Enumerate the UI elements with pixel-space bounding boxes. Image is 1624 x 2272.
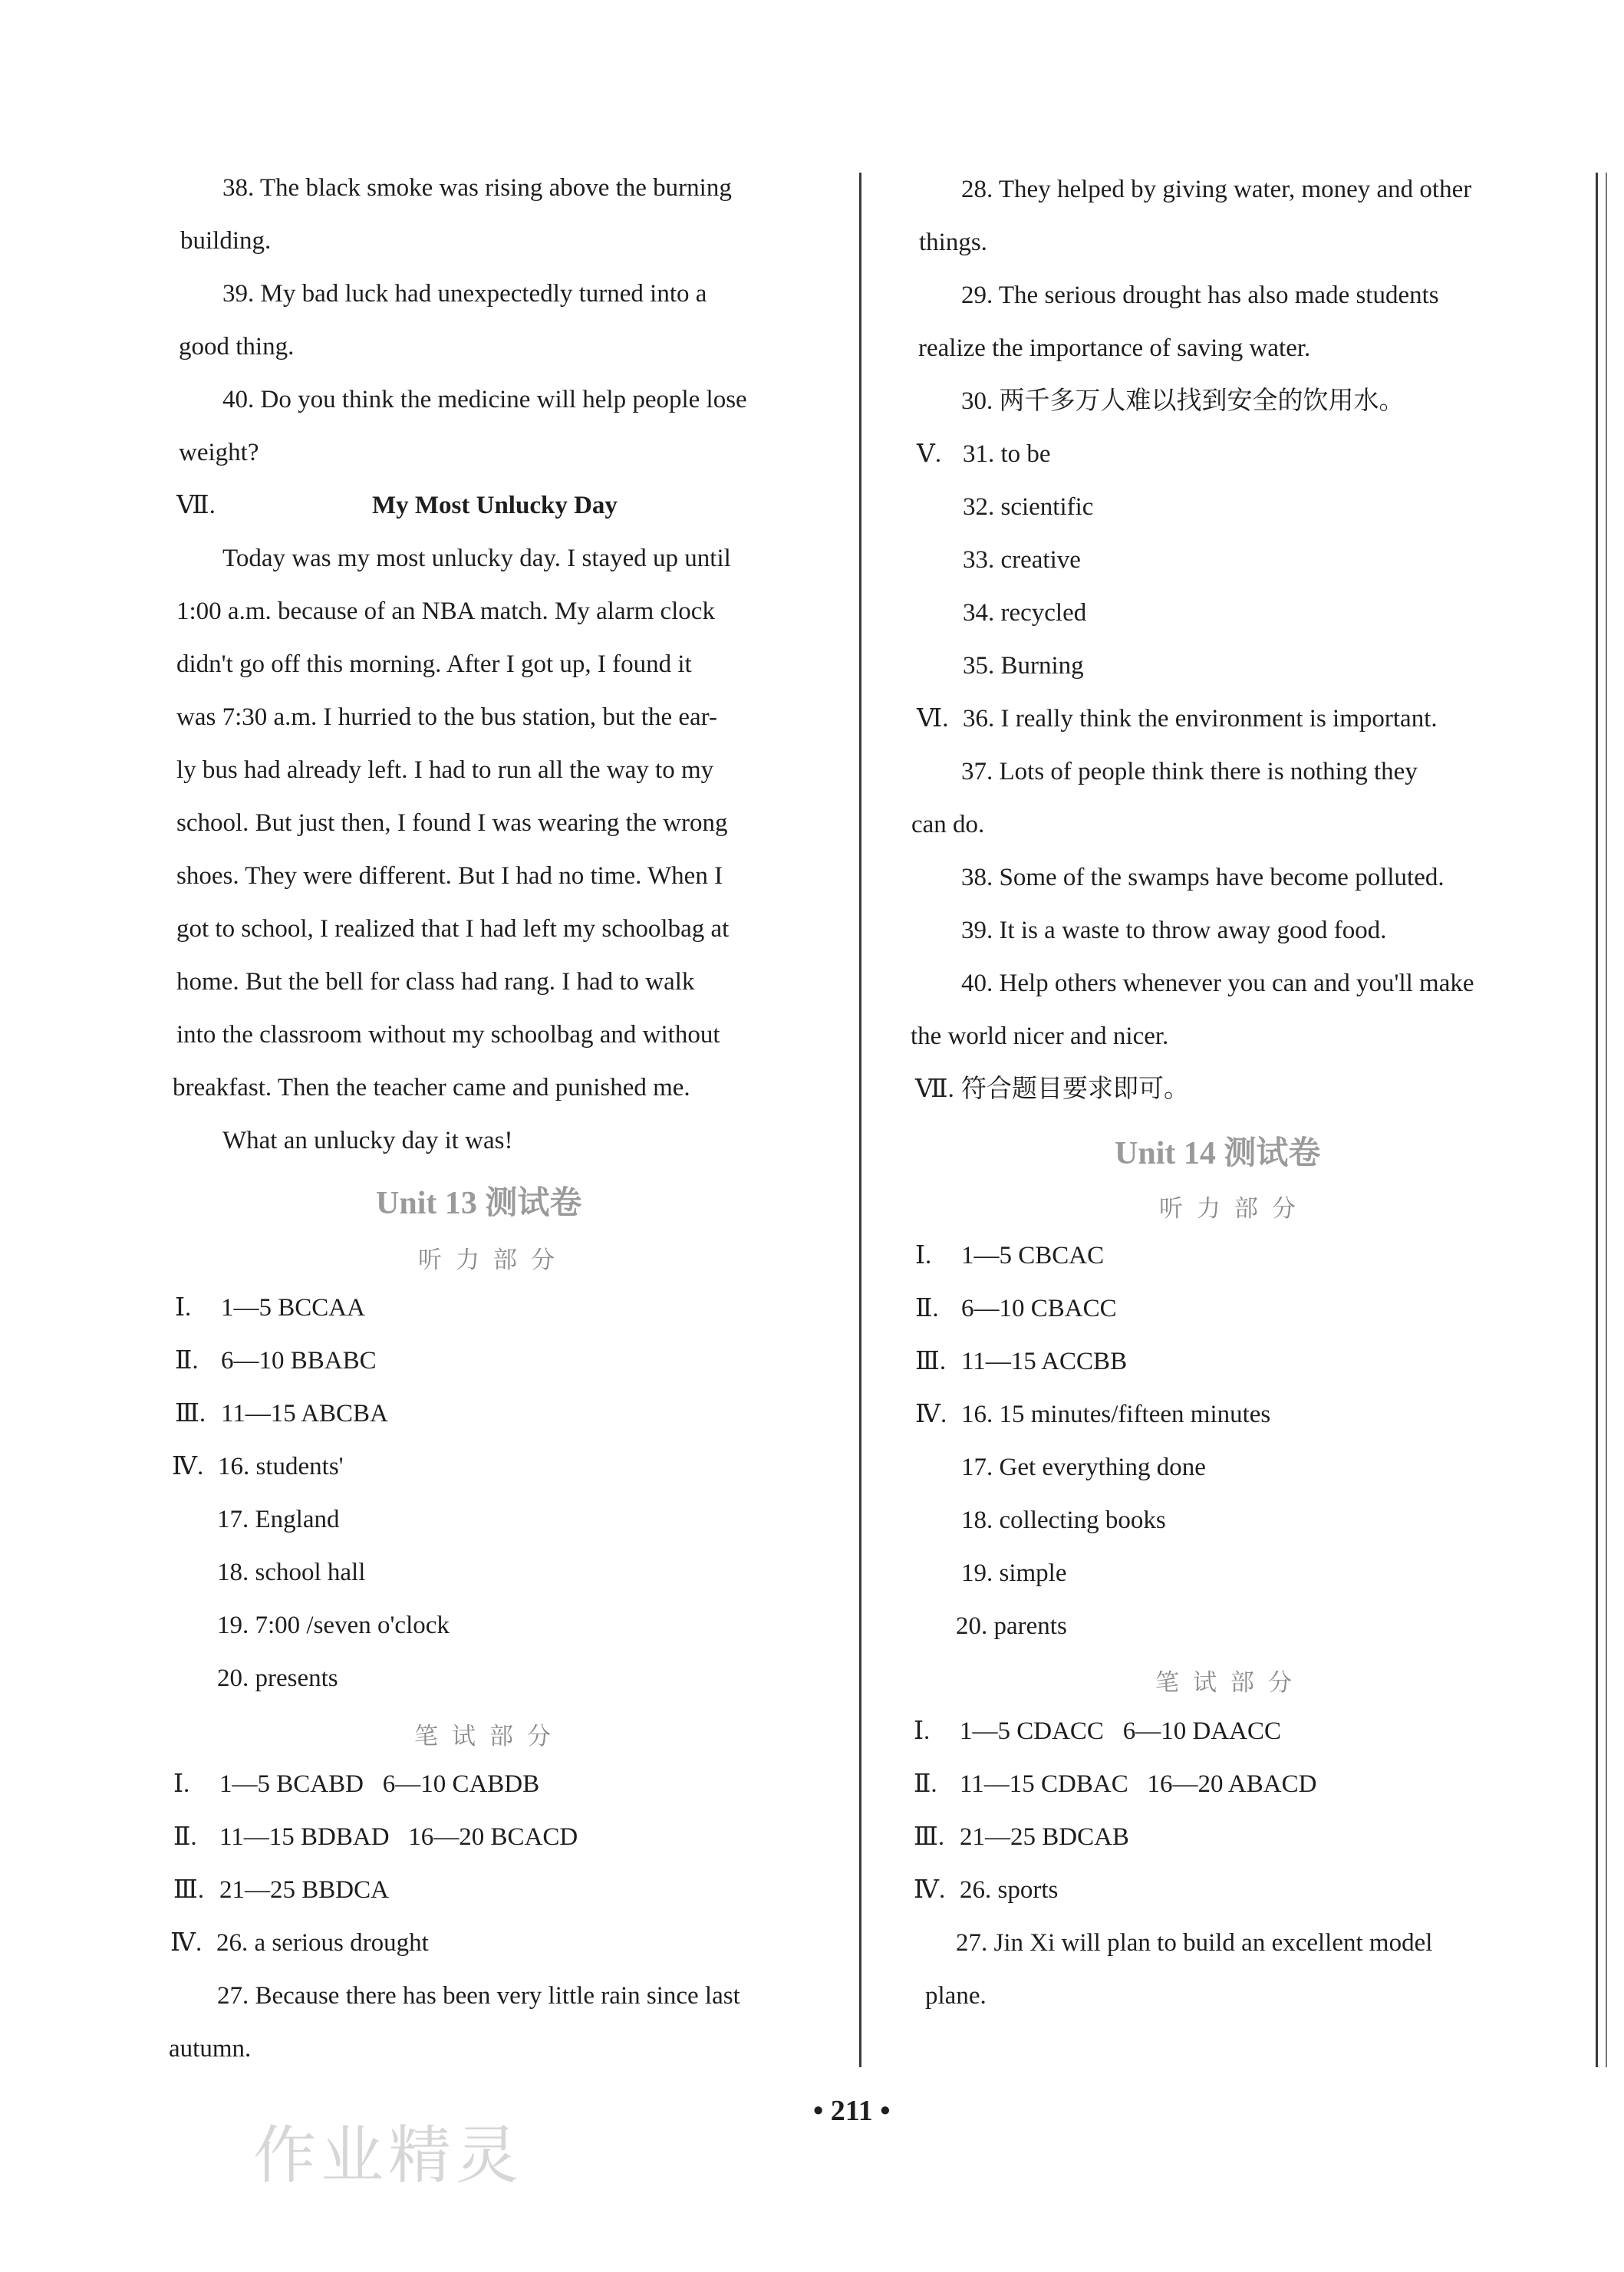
right-border-line-thin bbox=[1606, 173, 1607, 2067]
essay-line: shoes. They were different. But I had no time. When I bbox=[176, 862, 723, 890]
unit-title: Unit 13 测试卷 bbox=[376, 1186, 582, 1221]
unit-title: Unit 14 测试卷 bbox=[1115, 1136, 1321, 1171]
answer-line: can do. bbox=[911, 811, 985, 838]
roman-numeral: Ⅰ. bbox=[175, 1294, 192, 1322]
answer-line: 18. collecting books bbox=[961, 1506, 1166, 1534]
answer-line: 35. Burning bbox=[963, 652, 1084, 680]
answer-line: 18. school hall bbox=[217, 1559, 366, 1586]
answer-line: 20. parents bbox=[956, 1612, 1067, 1640]
answer-text: 21—25 BDCAB bbox=[960, 1823, 1129, 1851]
answer-line: 19. simple bbox=[961, 1559, 1067, 1587]
answer-row bbox=[915, 1240, 1104, 1271]
roman-numeral: Ⅱ. bbox=[915, 1295, 939, 1322]
roman-numeral: Ⅶ. bbox=[915, 1075, 954, 1103]
answer-row bbox=[175, 1398, 388, 1429]
answer-line: 34. recycled bbox=[963, 599, 1087, 627]
essay-line: 1:00 a.m. because of an NBA match. My alarm clock bbox=[176, 598, 715, 625]
answer-line: 19. 7:00 /seven o'clock bbox=[217, 1612, 450, 1639]
roman-numeral: Ⅱ. bbox=[914, 1770, 937, 1798]
answer-text: 1—5 BCCAA bbox=[221, 1294, 365, 1322]
answer-row bbox=[170, 1928, 429, 1958]
roman-numeral: Ⅰ. bbox=[915, 1242, 932, 1269]
answer-row bbox=[914, 1769, 1316, 1799]
answer-row bbox=[173, 1875, 389, 1905]
roman-numeral: Ⅵ. bbox=[917, 705, 949, 733]
answer-row bbox=[915, 1293, 1117, 1324]
answer-row bbox=[915, 1074, 1189, 1105]
section-heading: 听力部分 bbox=[418, 1246, 568, 1274]
answer-text: 1—5 CBCAC bbox=[961, 1242, 1105, 1269]
answer-line: 27. Jin Xi will plan to build an excellent model bbox=[956, 1929, 1433, 1957]
text-line: realize the importance of saving water. bbox=[918, 334, 1311, 362]
answer-line: 33. creative bbox=[963, 546, 1081, 574]
answer-text: 11—15 ACCBB bbox=[961, 1348, 1128, 1375]
answer-text: 6—10 BBABC bbox=[221, 1347, 377, 1375]
section-number: Ⅶ. bbox=[176, 492, 216, 519]
right-border-line bbox=[1596, 173, 1598, 2067]
roman-numeral: Ⅲ. bbox=[914, 1823, 945, 1851]
roman-numeral: Ⅳ. bbox=[172, 1453, 204, 1480]
answer-row bbox=[173, 1822, 578, 1852]
essay-line: didn't go off this morning. After I got up, I found it bbox=[176, 650, 692, 678]
answer-row bbox=[917, 439, 1051, 469]
roman-numeral: Ⅱ. bbox=[173, 1823, 197, 1851]
section-heading: 笔试部分 bbox=[414, 1723, 565, 1750]
answer-row bbox=[915, 1399, 1270, 1430]
essay-line: was 7:30 a.m. I hurried to the bus station, but the ear- bbox=[176, 703, 718, 731]
answer-text: 36. I really think the environment is important. bbox=[963, 705, 1438, 733]
roman-numeral: Ⅳ. bbox=[170, 1929, 203, 1957]
answer-text: 31. to be bbox=[963, 440, 1051, 468]
essay-line: into the classroom without my schoolbag and without bbox=[176, 1021, 720, 1049]
answer-line: 17. England bbox=[217, 1506, 340, 1533]
roman-numeral: Ⅲ. bbox=[915, 1348, 947, 1375]
text-line: 30. 两千多万人难以找到安全的饮用水。 bbox=[961, 387, 1405, 415]
roman-numeral: Ⅴ. bbox=[917, 440, 942, 468]
answer-row bbox=[175, 1292, 365, 1323]
text-line: building. bbox=[180, 227, 272, 255]
roman-numeral: Ⅲ. bbox=[173, 1876, 205, 1904]
answer-text: 16. 15 minutes/fifteen minutes bbox=[961, 1401, 1271, 1428]
answer-text: 11—15 BDBAD 16—20 BCACD bbox=[219, 1823, 578, 1851]
essay-line: ly bus had already left. I had to run all the way to my bbox=[176, 756, 714, 784]
answer-row bbox=[917, 703, 1438, 734]
answer-text: 1—5 CDACC 6—10 DAACC bbox=[960, 1717, 1281, 1745]
watermark: 作业精灵 bbox=[253, 2119, 524, 2192]
roman-numeral: Ⅱ. bbox=[175, 1347, 199, 1375]
roman-numeral: Ⅳ. bbox=[914, 1876, 946, 1904]
text-line: 29. The serious drought has also made students bbox=[961, 282, 1439, 309]
answer-text: 符合题目要求即可。 bbox=[961, 1075, 1189, 1103]
answer-line: 40. Help others whenever you can and you'll make bbox=[961, 970, 1474, 997]
text-line: 38. The black smoke was rising above the burning bbox=[222, 174, 732, 202]
text-line: 40. Do you think the medicine will help people lose bbox=[222, 386, 747, 413]
answer-line: 17. Get everything done bbox=[961, 1454, 1206, 1481]
answer-line: 32. scientific bbox=[963, 493, 1094, 521]
roman-numeral: Ⅲ. bbox=[175, 1400, 206, 1427]
roman-numeral: Ⅰ. bbox=[914, 1717, 931, 1745]
answer-row bbox=[175, 1345, 377, 1376]
answer-text: 6—10 CBACC bbox=[961, 1295, 1117, 1322]
column-divider bbox=[859, 173, 861, 2067]
text-line: things. bbox=[919, 229, 987, 256]
answer-text: 26. a serious drought bbox=[216, 1929, 429, 1957]
answer-text: 11—15 CDBAC 16—20 ABACD bbox=[960, 1770, 1317, 1798]
text-line: weight? bbox=[179, 439, 259, 466]
answer-text: 21—25 BBDCA bbox=[219, 1876, 389, 1904]
answer-line: 27. Because there has been very little rain since last bbox=[217, 1982, 740, 2010]
essay-line: home. But the bell for class had rang. I had to walk bbox=[176, 968, 695, 996]
page-number: • 211 • bbox=[813, 2095, 891, 2127]
essay-title: My Most Unlucky Day bbox=[372, 492, 618, 519]
answer-text: 11—15 ABCBA bbox=[221, 1400, 388, 1427]
roman-numeral: Ⅳ. bbox=[915, 1401, 947, 1428]
answer-line: 37. Lots of people think there is nothing they bbox=[961, 758, 1418, 785]
essay-line: school. But just then, I found I was wearing the wrong bbox=[176, 809, 728, 837]
answer-text: 26. sports bbox=[960, 1876, 1059, 1904]
essay-line: What an unlucky day it was! bbox=[222, 1127, 513, 1154]
answer-row bbox=[914, 1822, 1129, 1852]
answer-line: 39. It is a waste to throw away good food. bbox=[961, 917, 1387, 944]
section-heading: 听力部分 bbox=[1159, 1195, 1309, 1223]
essay-line: got to school, I realized that I had left my schoolbag at bbox=[176, 915, 730, 943]
section-heading: 笔试部分 bbox=[1155, 1669, 1306, 1697]
answer-line: autumn. bbox=[169, 2035, 252, 2063]
answer-text: 1—5 BCABD 6—10 CABDB bbox=[219, 1770, 540, 1798]
answer-row bbox=[914, 1875, 1058, 1905]
answer-line: the world nicer and nicer. bbox=[911, 1022, 1169, 1050]
answer-row bbox=[172, 1451, 344, 1482]
essay-line: breakfast. Then the teacher came and punished me. bbox=[173, 1074, 690, 1101]
answer-line: 38. Some of the swamps have become polluted. bbox=[961, 864, 1444, 891]
answer-row bbox=[914, 1716, 1281, 1747]
text-line: 39. My bad luck had unexpectedly turned into a bbox=[222, 280, 707, 308]
answer-line: 20. presents bbox=[217, 1664, 338, 1692]
text-line: good thing. bbox=[179, 333, 295, 361]
answer-text: 16. students' bbox=[218, 1453, 344, 1480]
text-line: 28. They helped by giving water, money and other bbox=[961, 176, 1472, 203]
essay-line: Today was my most unlucky day. I stayed up until bbox=[222, 545, 731, 572]
answer-line: plane. bbox=[925, 1982, 987, 2010]
answer-row bbox=[915, 1346, 1127, 1377]
roman-numeral: Ⅰ. bbox=[173, 1770, 190, 1798]
answer-row bbox=[173, 1769, 539, 1799]
